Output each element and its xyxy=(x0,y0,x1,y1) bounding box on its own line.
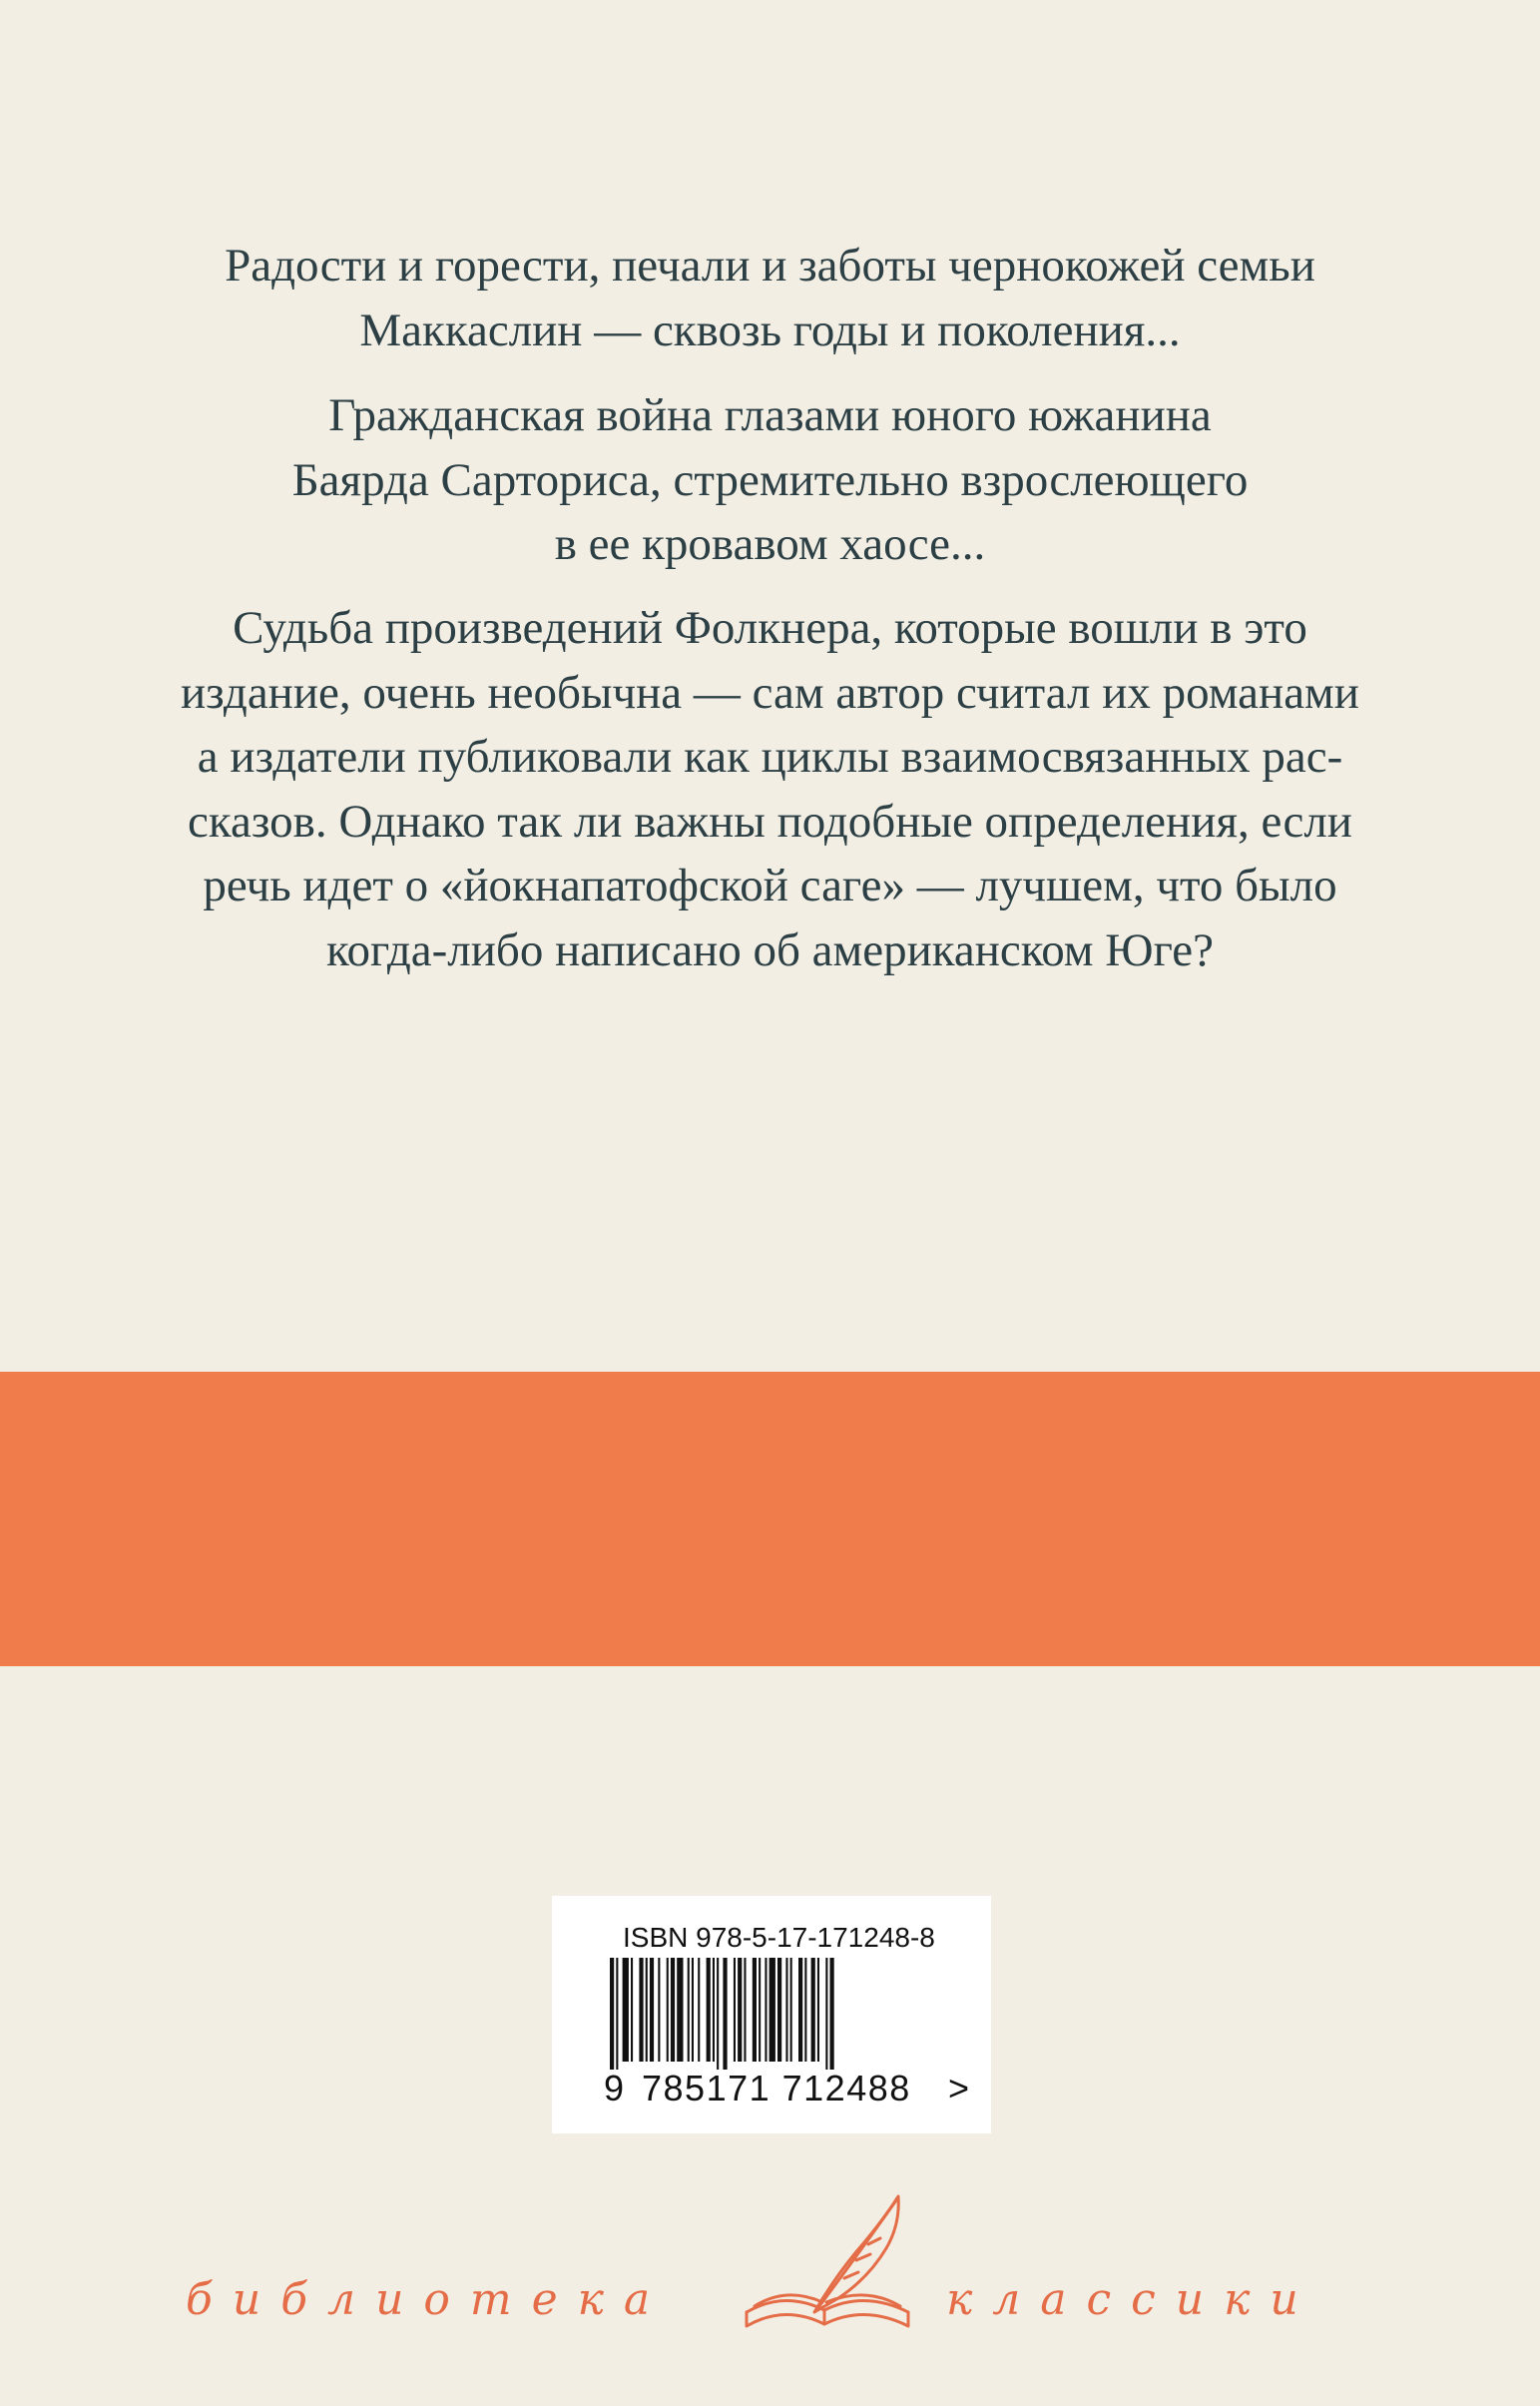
barcode-bar xyxy=(667,1958,669,2062)
barcode-bar xyxy=(707,1958,711,2062)
barcode-digit-first: 9 xyxy=(604,2068,625,2108)
blurb-line: в ее кровавом хаосе... xyxy=(554,518,986,570)
barcode-bar xyxy=(623,1958,629,2062)
blurb-line: Гражданская война глазами юного южанина xyxy=(328,389,1212,441)
barcode-quiet-zone-mark: > xyxy=(948,2068,970,2108)
barcode-bar xyxy=(825,1958,827,2070)
barcode-bar xyxy=(713,1958,715,2062)
blurb-line: Радости и горести, печали и заботы чернокожей семьи xyxy=(225,240,1315,292)
barcode-bar xyxy=(631,1958,633,2062)
barcode-bar xyxy=(698,1958,700,2062)
barcode-bar xyxy=(692,1958,694,2062)
blurb-line: Баярда Сарториса, стремительно взрослеющего xyxy=(291,453,1249,506)
barcode-bar xyxy=(734,1958,736,2062)
barcode-bar xyxy=(646,1958,648,2062)
barcode-bar xyxy=(650,1958,654,2062)
barcode-bar xyxy=(817,1958,819,2062)
blurb-paragraph-2 xyxy=(0,383,1540,577)
barcode-bar xyxy=(759,1958,761,2062)
blurb-paragraph-1 xyxy=(0,234,1540,362)
barcode-bar xyxy=(639,1958,643,2062)
book-quill-icon xyxy=(741,2186,916,2338)
series-name-left: библиотека xyxy=(186,2274,671,2325)
blurb-line: а издатели публиковали как циклы взаимосвязанных рас- xyxy=(197,731,1343,783)
barcode-bar xyxy=(785,1958,787,2062)
blurb-paragraph-3 xyxy=(0,596,1540,982)
barcode-bar xyxy=(658,1958,660,2062)
barcode-bar xyxy=(616,1958,618,2070)
series-name-right: классики xyxy=(946,2274,1318,2325)
barcode-digits-main: 785171 712488 xyxy=(642,2068,911,2108)
barcode-bar xyxy=(830,1958,834,2070)
blurb-line: сказов. Однако так ли важны подобные определения, если xyxy=(188,795,1352,848)
barcode-bar xyxy=(753,1958,757,2062)
blurb-line: когда-либо написано об американском Юге? xyxy=(326,923,1214,976)
barcode-bar xyxy=(811,1958,815,2062)
isbn-barcode xyxy=(552,1896,991,2133)
barcode-bar xyxy=(671,1958,675,2062)
blurb-line: речь идет о «йокнапатофской саге» — лучшем, что было xyxy=(203,860,1337,911)
orange-band xyxy=(0,1372,1540,1666)
barcode-bars xyxy=(610,1958,939,2070)
barcode-bar xyxy=(677,1958,683,2062)
barcode-bar xyxy=(717,1958,719,2070)
barcode-bar xyxy=(798,1958,802,2062)
blurb-line: Маккаслин — сквозь годы и поколения... xyxy=(359,303,1181,356)
barcode-bar xyxy=(723,1958,727,2070)
barcode-bar xyxy=(738,1958,742,2062)
barcode-bar xyxy=(765,1958,767,2062)
barcode-bar xyxy=(804,1958,806,2062)
barcode-bar xyxy=(688,1958,690,2062)
barcode-bar xyxy=(770,1958,775,2062)
barcode-bar xyxy=(744,1958,746,2062)
blurb-line: Судьба произведений Фолкнера, которые вошли в это xyxy=(233,602,1307,654)
barcode-bar xyxy=(610,1958,614,2070)
barcode-bar xyxy=(790,1958,792,2062)
blurb-line: издание, очень необычна — сам автор считал их романами xyxy=(181,666,1359,719)
isbn-label: ISBN 978-5-17-171248-8 xyxy=(623,1922,935,1953)
barcode-bar xyxy=(777,1958,781,2062)
